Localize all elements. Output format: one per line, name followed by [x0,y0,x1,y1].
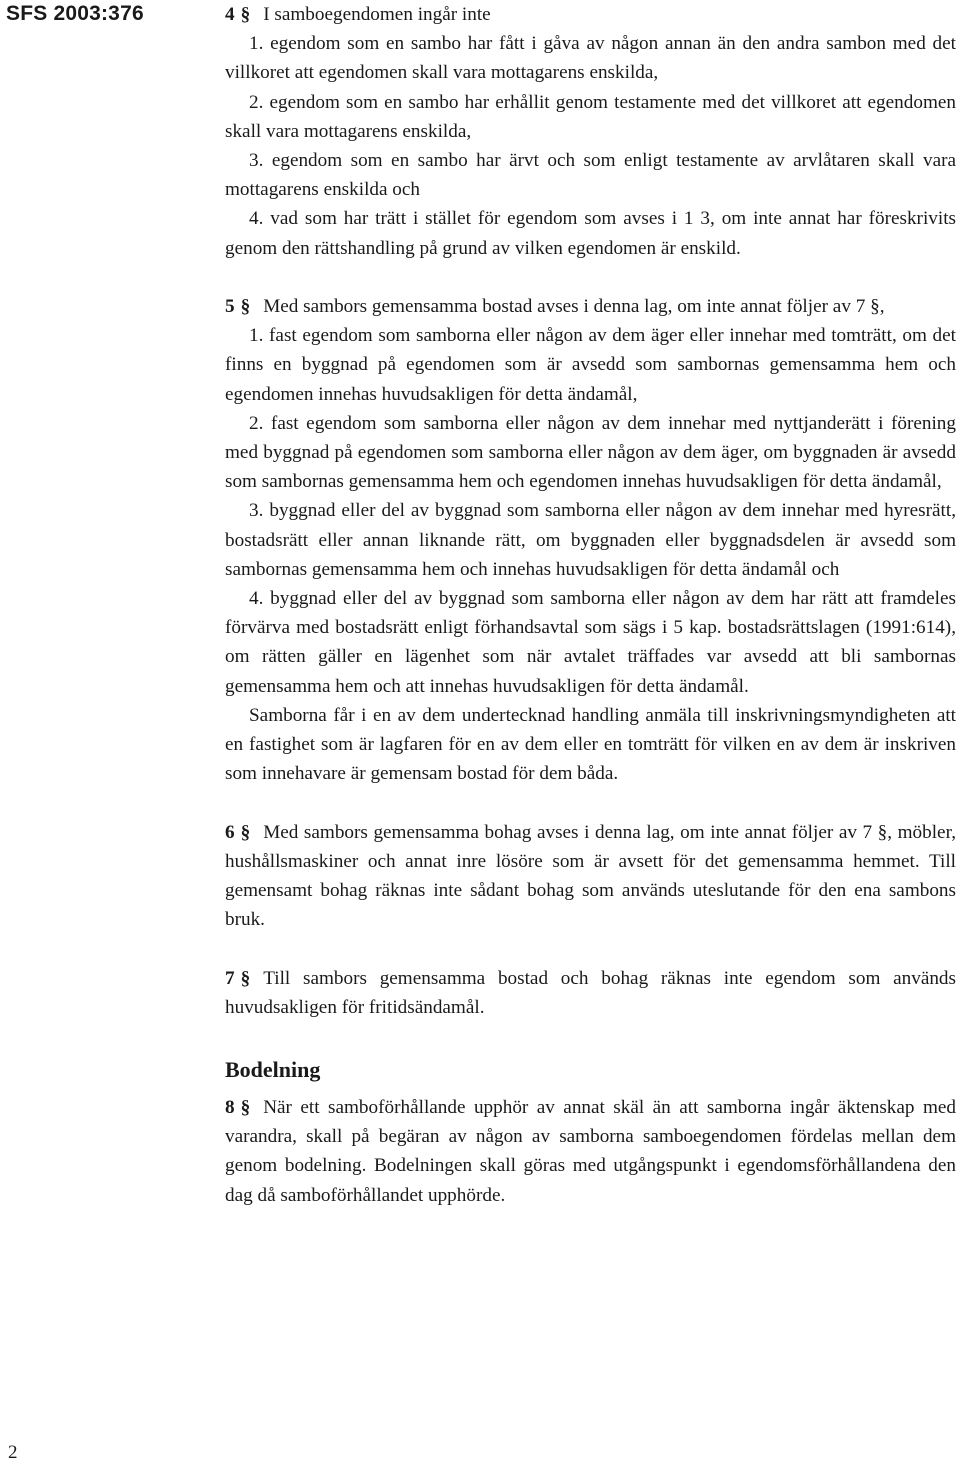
section-5-item-4: 4. byggnad eller del av byggnad som samborna eller någon av dem har rätt att framdeles förvärva med bostadsrätt enligt förhandsavtal som sägs i 5 kap. bostadsrättslagen (1991:614), om rätten gäller en lägenhet som när avtalet träffades var avsedd att bli sambornas gemensamma hem och att innehas huvudsakligen för detta ändamål. [225,588,956,697]
sfs-number: SFS 2003:376 [6,2,144,25]
section-number: 6 [225,821,235,843]
section-5-intro [225,292,956,321]
section-sign: § [240,4,251,25]
section-sign: § [240,296,251,318]
section-text: När ett samboförhållande upphör av annat skäl än att samborna ingår äktenskap med varandra, skall på begäran av någon av samborna samboegendomen fördelas mellan dem genom bodelning. Bodelningen skall göras med utgångspunkt i egendomsförhållandena den dag då samboförhållandet upphörde. [225,1097,956,1206]
section-text: Till sambors gemensamma bostad och bohag räknas inte egendom som används huvudsakligen för fritidsändamål. [225,967,956,1018]
section-gap [225,788,956,817]
section-5-item-3: 3. byggnad eller del av byggnad som samborna eller någon av dem innehar med hyresrätt, bostadsrätt eller annan liknande rätt, om byggnaden eller byggnadsdelen är avsedd som sambornas gemensamma hem och innehas huvudsakligen för detta ändamål och [225,500,956,580]
section-number: 8 [225,1097,235,1119]
section-gap [225,263,956,292]
heading-spacer [225,1085,956,1093]
section-6 [225,818,956,935]
heading-gap [225,1022,956,1055]
heading-bodelning: Bodelning [225,1057,321,1083]
section-sign: § [240,821,251,843]
section-5-item-1: 1. fast egendom som samborna eller någon av dem äger eller innehar med tomträtt, om det finns en byggnad på egendomen som är avsedd som sambornas gemensamma hem och egendomen innehas huvudsakligen för detta ändamål, [225,325,956,405]
section-number: 5 [225,296,235,318]
section-number: 4 [225,4,235,25]
section-7 [225,964,956,1022]
section-4-item-1: 1. egendom som en sambo har fått i gåva av någon annan än den andra sambon med det villkoret att egendomen skall vara mottagarens enskilda, [225,33,956,84]
section-gap [225,934,956,963]
section-text: Med sambors gemensamma bohag avses i denna lag, om inte annat följer av 7 §, möbler, hushållsmaskiner och annat inre lösöre som är avsett för det gemensamma hemmet. Till gemensamt bohag räknas inte sådant bohag som används uteslutande för den ena sambons bruk. [225,821,956,931]
section-sign: § [240,1097,251,1119]
section-sign: § [240,967,251,989]
document-body [225,0,956,1210]
section-8 [225,1093,956,1210]
section-4-item-4: 4. vad som har trätt i stället för egendom som avses i 1 3, om inte annat har föreskrivits genom den rättshandling på grund av vilken egendomen är enskild. [225,208,956,259]
section-4-item-3: 3. egendom som en sambo har ärvt och som enligt testamente av arvlåtaren skall vara mottagarens enskilda och [225,150,956,201]
section-5-item-2: 2. fast egendom som samborna eller någon av dem innehar med nyttjanderätt i förening med byggnad på egendomen som samborna eller någon av dem äger, om byggnaden är avsedd som sambornas gemensamma hem och egendomen innehas huvudsakligen för detta ändamål, [225,412,956,493]
section-intro-text: I samboegendomen ingår inte [263,4,491,25]
section-number: 7 [225,967,235,989]
section-intro-text: Med sambors gemensamma bostad avses i denna lag, om inte annat följer av 7 §, [263,296,885,318]
page-number: 2 [8,1442,18,1463]
section-5-closing: Samborna får i en av dem undertecknad handling anmäla till inskrivningsmyndigheten att en fastighet som är lagfaren för en av dem eller en tomträtt för vilken en av dem är inskriven som innehavare är gemensam bostad för dem båda. [225,704,956,785]
section-4-intro [225,0,956,29]
section-4-item-2: 2. egendom som en sambo har erhållit genom testamente med det villkoret att egendomen skall vara mottagarens enskilda, [225,91,956,142]
